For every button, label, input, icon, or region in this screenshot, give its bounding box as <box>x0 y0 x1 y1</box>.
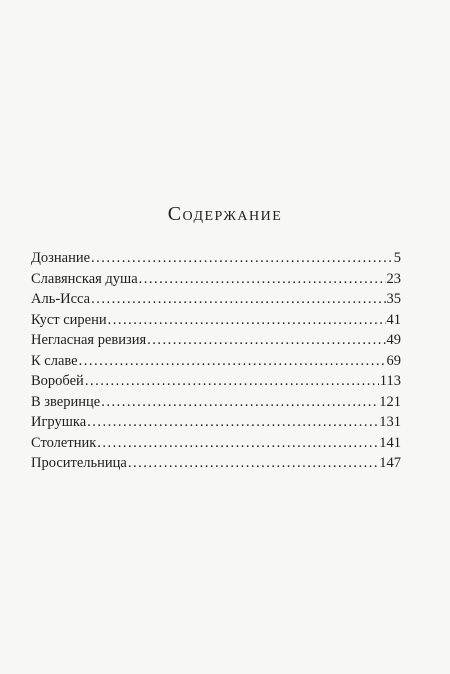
toc-entry[interactable] <box>31 412 401 433</box>
toc-entry-title: Негласная ревизия <box>31 332 147 348</box>
toc-entry-page-number: 131 <box>379 414 401 430</box>
toc-heading: Содержание <box>167 203 283 225</box>
toc-entry[interactable] <box>31 433 401 454</box>
toc-entry-page-number: 5 <box>393 250 401 266</box>
toc-entry[interactable] <box>31 392 401 413</box>
toc-entry-page-number: 41 <box>386 311 401 328</box>
toc-entry-page-number: 35 <box>386 291 401 307</box>
toc-entry[interactable] <box>31 351 401 372</box>
toc-entry[interactable] <box>31 310 401 331</box>
toc-entry-page-number: 69 <box>386 352 401 369</box>
toc-entry-page-number: 121 <box>379 393 401 410</box>
dot-leader <box>128 453 378 474</box>
dot-leader <box>87 412 378 433</box>
toc-entry-page-number: 49 <box>386 332 401 348</box>
dot-leader <box>85 371 379 392</box>
toc-entry[interactable] <box>31 269 401 290</box>
toc-entry[interactable] <box>31 453 401 474</box>
toc-entry-title: Игрушка <box>31 414 87 430</box>
toc-entry-title: Аль-Исса <box>31 291 91 307</box>
toc-entry-title: Славянская душа <box>31 270 138 287</box>
dot-leader <box>79 351 386 372</box>
toc-entry-title: Куст сирени <box>31 311 107 328</box>
dot-leader <box>91 289 385 310</box>
toc-entry-page-number: 113 <box>379 373 401 389</box>
toc-entry[interactable] <box>31 330 401 351</box>
toc-entry-page-number: 147 <box>379 455 401 471</box>
dot-leader <box>108 310 386 331</box>
toc-entry-title: К славе <box>31 352 78 369</box>
toc-entry-title: Воробей <box>31 373 84 389</box>
toc-entry-title: В зверинце <box>31 393 101 410</box>
dot-leader <box>101 392 378 413</box>
toc-entry-title: Столетник <box>31 434 97 451</box>
toc-entry-title: Дознание <box>31 250 91 266</box>
toc-entry-page-number: 141 <box>379 434 401 451</box>
dot-leader <box>97 433 378 454</box>
toc-entry-page-number: 23 <box>386 270 401 287</box>
toc-entry[interactable] <box>31 371 401 392</box>
toc-entry[interactable] <box>31 289 401 310</box>
dot-leader <box>91 248 393 269</box>
table-of-contents <box>31 248 401 474</box>
toc-entry-title: Просительница <box>31 455 127 471</box>
dot-leader <box>139 269 386 290</box>
dot-leader <box>147 330 385 351</box>
toc-entry[interactable] <box>31 248 401 269</box>
